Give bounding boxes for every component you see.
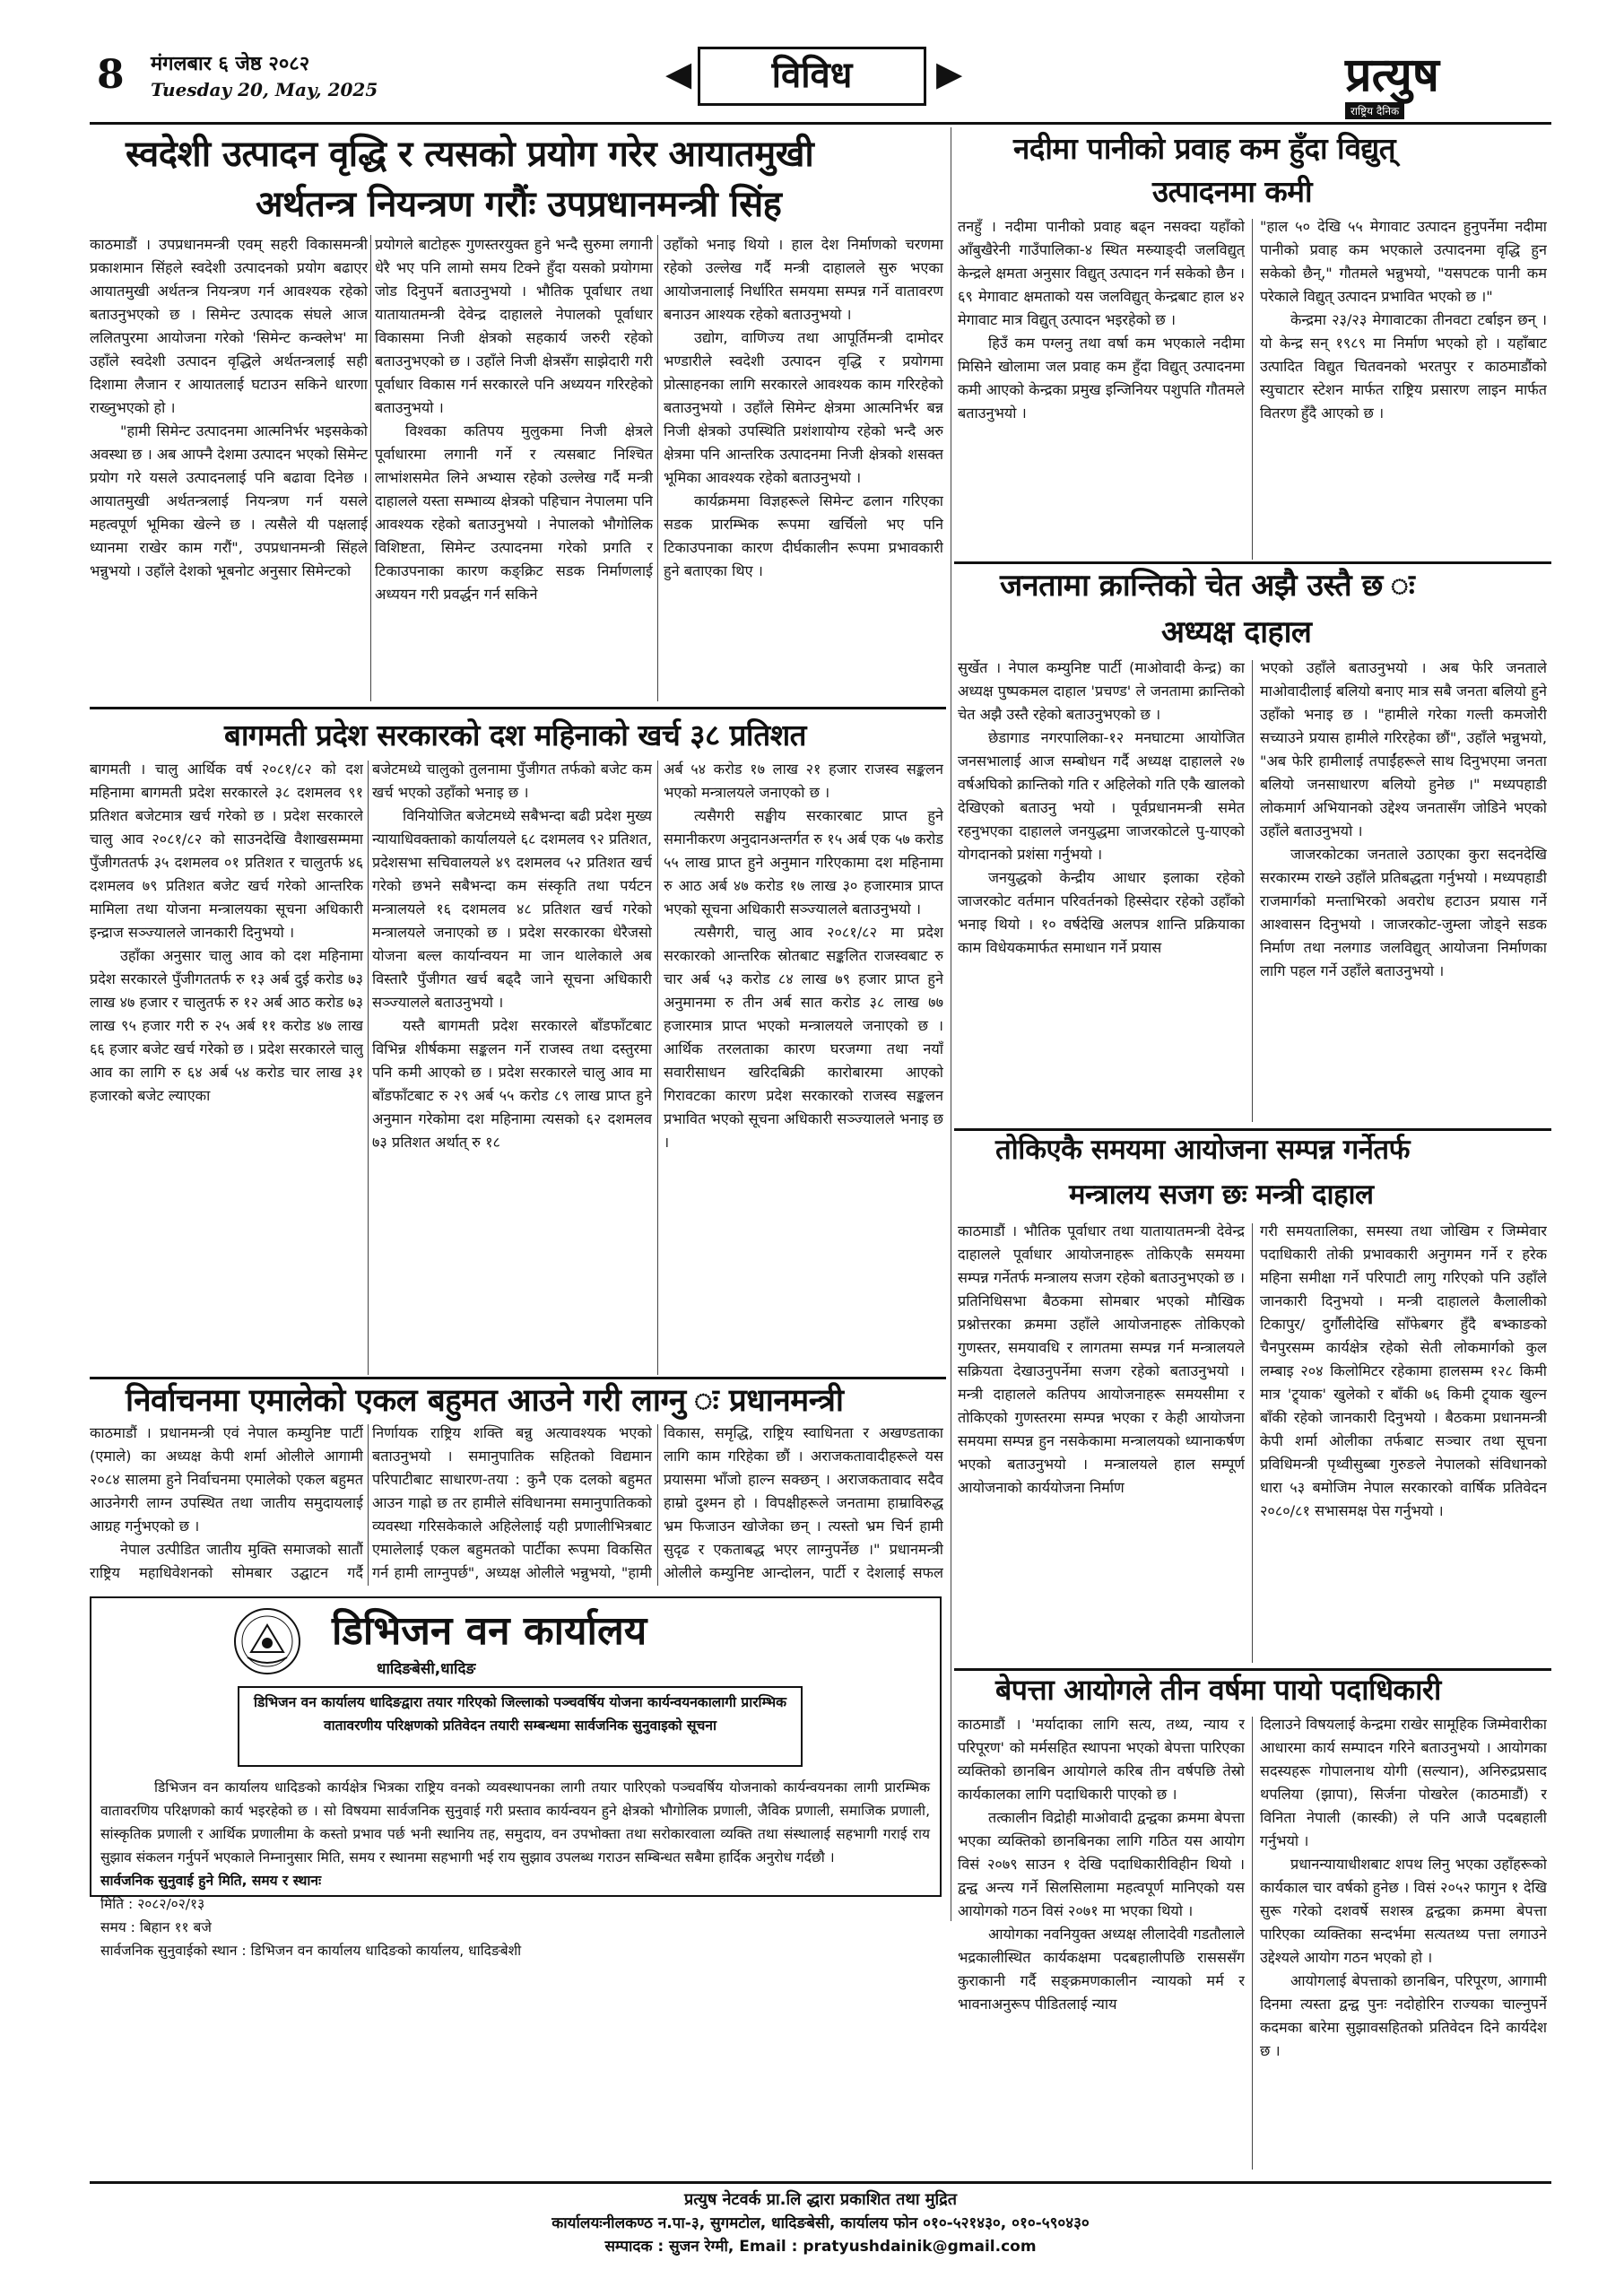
article-bepatta-col2: दिलाउने विषयलाई केन्द्रमा राखेर सामूहिक जिम्मेवारीका आधारमा कार्य सम्पादन गरिने बताउनुभयो । आयोगका सदस्यहरू गोपालनाथ योगी (सल्यान), अनिरुद्रप्रसाद थपलिया (झापा), सिर्जना पोखरेल (काठमाडौं) र विनिता नेपाली (कास्की) ले पनि आजै पदबहाली गर्नुभयो । प्रधानन्यायाधीशबाट शपथ लिनु भएका उहाँहरूको कार्यकाल चार वर्षको हुनेछ । विसं २०५२ फागुन १ देखि सुरू गरेको दशवर्षे सशस्त्र द्वन्द्वका क्रममा बेपत्ता पारिएका व्यक्तिका सन्दर्भमा सत्यतथ्य पत्ता लगाउने उद्देश्यले आयोग गठन भएको हो । आयोगलाई बेपत्ताको छानबिन, परिपूरण, आगामी दिनमा त्यस्ता द्वन्द्व पुनः नदोहोरिन राज्यका चाल्नुपर्ने कदमका बारेमा सुझावसहितको प्रतिवेदन दिने कार्यदेश छ ।: [1260, 1716, 1547, 2059]
article-janata-col2: भएको उहाँले बताउनुभयो । अब फेरि जनताले माओवादीलाई बलियो बनाए मात्र सबै जनता बलियो हुने उहाँको भनाइ छ । "हामीले गरेका गल्ती कमजोरी सच्याउने प्रयास हामीले गरिरहेका छौं", उहाँले भन्नुभयो, "अब फेरि हामीलाई तपाईंहरूले साथ दिनुभएमा जनता बलियो जनसाधारण बलियो हुनेछ ।" मध्यपहाडी लोकमार्ग अभियानको उद्देश्य जनतासँग जोडिने भएको उहाँले बताउनुभयो । जाजरकोटका जनताले उठाएका कुरा सदनदेखि सरकारम्म राख्ने उहाँले प्रतिबद्धता गर्नुभयो । मध्यपहाडी राजमार्गको मन्ताभिरको अवरोध हटाउन प्रयास गर्ने आश्वासन दिनुभयो । जाजरकोट-जुम्ला जोड्ने सडक निर्माण तथा नलगाड जलविद्युत् आयोजना निर्माणका लागि पहल गर्ने उहाँले बताउनुभयो ।: [1260, 659, 1547, 979]
article-nadi-col1: तनहुँ । नदीमा पानीको प्रवाह बढ्न नसक्दा यहाँको आँबुखैरेनी गाउँपालिका-४ स्थित मस्र्याङ्दी जलविद्युत् केन्द्रले क्षमता अनुसार विद्युत् उत्पादन गर्न सकेको छैन । ६९ मेगावाट क्षमताको यस जलविद्युत् केन्द्रबाट हाल ४२ मेगावाट मात्र विद्युत् उत्पादन भइरहेको छ । हिउँ कम पग्लनु तथा वर्षा कम भएकाले नदीमा मिसिने खोलामा जल प्रवाह कम हुँदा विद्युत् उत्पादनमा कमी आएको केन्द्रका प्रमुख इन्जिनियर पशुपति गौतमले बताउनुभयो ।: [958, 218, 1245, 422]
column-divider: [370, 235, 371, 701]
article-bagmati-col1: बागमती । चालु आर्थिक वर्ष २०८१/८२ को दश महिनामा बागमती प्रदेश सरकारले ३८ दशमलव ९१ प्रतिशत बजेटमात्र खर्च गरेको छ । प्रदेश सरकारले चालु आव २०८१/८२ को साउनदेखि वैशाखसम्ममा पुँजीगततर्फ ३५ दशमलव ०१ प्रतिशत र चालुतर्फ ४६ दशमलव ७९ प्रतिशत बजेट खर्च गरेको आन्तरिक मामिला तथा योजना मन्त्रालयका सूचना अधिकारी इन्द्राज सञ्ज्यालले जानकारी दिनुभयो । उहाँका अनुसार चालु आव को दश महिनामा प्रदेश सरकारले पुँजीगततर्फ रु १३ अर्ब दुई करोड ७३ लाख ४७ हजार र चालुतर्फ रु १२ अर्ब आठ करोड ७३ लाख ९५ हजार गरी रु २५ अर्ब ११ करोड ४७ लाख ६६ हजार बजेट खर्च गरेको छ । प्रदेश सरकारले चालु आव का लागि रु ६४ अर्ब ५४ करोड चार लाख ३१ हजारको बजेट ल्याएका: [90, 761, 363, 1104]
footer-rule: [90, 2181, 1551, 2184]
headline-nadi-1: नदीमा पानीको प्रवाह कम हुँदा विद्युत्: [1013, 131, 1396, 166]
headline-nadi-2: उत्पादनमा कमी: [1152, 174, 1313, 209]
right-arrow-icon: ▶: [936, 54, 963, 93]
article-nirvachan-col2: निर्णायक राष्ट्रिय शक्ति बन्नु अत्यावश्यक भएको बताउनुभयो । समानुपातिक सहितको विद्यमान परिपाटीबाट साधारण-तया : कुनै एक दलको बहुमत आउन गाह्रो छ तर हामीले संविधानमा समानुपातिकको व्यवस्था गरिसकेकाले अहिलेलाई यही प्रणालीभित्रबाट एमालेलाई एकल बहुमतको पार्टीका रूपमा विकसित गर्न हामी लाग्नुपर्छ", अध्यक्ष ओलीले भन्नुभयो, "हामी: [372, 1424, 652, 1581]
column-divider: [657, 235, 658, 701]
headline-upapradhan-1: स्वदेशी उत्पादन वृद्धि र त्यसको प्रयोग गरेर आयातमुखी: [126, 134, 814, 175]
article-bepatta-col1: काठमाडौं । 'मर्यादाका लागि सत्य, तथ्य, न्याय र परिपूरण' को मर्मसहित स्थापना भएको बेपत्ता पारिएका व्यक्तिको छानबिन आयोगले करिब तीन वर्षपछि तेस्रो कार्यकालका लागि पदाधिकारी पाएको छ । तत्कालीन विद्रोही माओवादी द्वन्द्वका क्रममा बेपत्ता भएका व्यक्तिको छानबिनका लागि गठित यस आयोग विसं २०७९ साउन १ देखि पदाधिकारीविहीन थियो । द्वन्द्व अन्त्य गर्ने सिलसिलामा महत्वपूर्ण मानिएको यस आयोगको गठन विसं २०७१ मा भएका थियो । आयोगका नवनियुक्त अध्यक्ष लीलादेवी गडतौलाले भद्रकालीस्थित कार्यकक्षमा पदबहालीपछि रासससँग कुराकानी गर्दै सङ्क्रमणकालीन न्यायको मर्म र भावनाअनुरूप पीडितलाई न्याय: [958, 1716, 1245, 2013]
column-divider: [1252, 219, 1253, 560]
date-english: Tuesday 20, May, 2025: [151, 79, 378, 100]
notice-body: [100, 1776, 930, 1962]
notice-subtitle: धादिङबेसी,धादिङ: [377, 1660, 476, 1678]
column-divider: [1252, 1717, 1253, 2170]
article-nirvachan-col3: विकास, समृद्धि, राष्ट्रिय स्वाधिनता र अखण्डताका लागि काम गरिहेका छौं । अराजकतावादीहरूले यस प्रयासमा भाँजो हाल्न सक्छन् । अराजकतावाद सदैव हाम्रो दुश्मन हो । विपक्षीहरूले जनतामा हाम्राविरुद्ध भ्रम फिजाउन खोजेका छन् । त्यस्तो भ्रम चिर्न हामी सुदृढ र एकताबद्ध भएर लाग्नुपर्नेछ ।" प्रधानमन्त्री ओलीले कम्युनिष्ट आन्दोलन, पार्टी र देशलाई सफल: [664, 1424, 943, 1581]
headline-tokieko-1: तोकिएकै समयमा आयोजना सम्पन्न गर्नेतर्फ: [995, 1134, 1410, 1166]
article-nirvachan-col1: काठमाडौं । प्रधानमन्त्री एवं नेपाल कम्युनिष्ट पार्टी (एमाले) का अध्यक्ष केपी शर्मा ओलीले आगामी २०८४ सालमा हुने निर्वाचनमा एमालेको एकल बहुमत आउनेगरी लाग्न उपस्थित तथा जातीय समुदायलाई आग्रह गर्नुभएको छ । नेपाल उत्पीडित जातीय मुक्ति समाजको सातौं राष्ट्रिय महाधिवेशनको सोमबार उद्घाटन गर्दै: [90, 1424, 363, 1581]
headline-tokieko-2: मन्त्रालय सजग छः मन्त्री दाहाल: [1069, 1178, 1374, 1211]
headline-upapradhan-2: अर्थतन्त्र नियन्त्रण गरौंः उपप्रधानमन्त्री सिंह: [256, 184, 782, 225]
column-divider: [1252, 1223, 1253, 1663]
notice-box-text: डिभिजन वन कार्यालय धादिङद्वारा तयार गरिएको जिल्लाको पञ्चवर्षिय योजना कार्यन्वयनकालागी प्रारम्भिक वातावरणीय परिक्षणको प्रतिवेदन तयारी सम्बन्धमा सार्वजनिक सुनुवाइको सूचना: [253, 1694, 787, 1734]
page-number: 8: [97, 52, 125, 98]
notice-time: समय : बिहान ११ बजे: [100, 1919, 212, 1935]
headline-nirvachan: निर्वाचनमा एमालेको एकल बहुमत आउने गरी लाग्नु ः प्रधानमन्त्री: [126, 1383, 844, 1419]
article-bagmati-col3: अर्ब ५४ करोड १७ लाख २१ हजार राजस्व सङ्कलन भएको मन्त्रालयले जनाएको छ । त्यसैगरी सङ्घीय सरकारबाट प्राप्त हुने समानीकरण अनुदानअन्तर्गत रु १५ अर्ब एक ५७ करोड ५५ लाख प्राप्त हुने अनुमान गरिएकामा दश महिनामा रु आठ अर्ब ४७ करोड १७ लाख ३० हजारमात्र प्राप्त भएको सूचना अधिकारी सञ्ज्यालले बताउनुभयो । त्यसैगरी, चालु आव २०८१/८२ मा प्रदेश सरकारको आन्तरिक स्रोतबाट सङ्कलित राजस्वबाट रु चार अर्ब ५३ करोड ८४ लाख ७९ हजार प्राप्त हुने अनुमानमा रु तीन अर्ब सात करोड ३८ लाख ७७ हजारमात्र प्राप्त भएको मन्त्रालयले जनाएको छ । आर्थिक तरलताका कारण घरजग्गा तथा नयाँ सवारीसाधन खरिदबिक्री कारोबारमा आएको गिरावटका कारण प्रदेश सरकारको राजस्व सङ्कलन प्रभावित भएको सूचना अधिकारी सञ्ज्यालले भनाइ छ ।: [664, 761, 943, 1151]
article-janata-col1: सुर्खेत । नेपाल कम्युनिष्ट पार्टी (माओवादी केन्द्र) का अध्यक्ष पुष्पकमल दाहाल 'प्रचण्ड' ले जनतामा क्रान्तिको चेत अझै उस्तै रहेको बताउनुभएको छ । छेडागाड नगरपालिका-१२ मनघाटमा आयोजित जनसभालाई आज सम्बोधन गर्दै अध्यक्ष दाहालले २७ वर्षअघिको क्रान्तिको गति र अहिलेको गति एकै खालको देखिएको बताउनु भयो । पूर्वप्रधानमन्त्री समेत रहनुभएका दाहालले जनयुद्धमा जाजरकोटले पु-याएको योगदानको प्रशंसा गर्नुभयो । जनयुद्धको केन्द्रीय आधार इलाका रहेको जाजरकोट वर्तमान परिवर्तनको हिस्सेदार रहेको उहाँको भनाइ थियो । १० वर्षदेखि अलपत्र शान्ति प्रक्रियाका काम विधेयकमार्फत समाधान गर्ने प्रयास: [958, 659, 1245, 956]
header-rule: [90, 122, 1551, 125]
column-divider: [1252, 660, 1253, 1122]
column-divider: [368, 1424, 369, 1586]
headline-janata-1: जनतामा क्रान्तिको चेत अझै उस्तै छ ः: [1000, 568, 1415, 604]
headline-bagmati: बागमती प्रदेश सरकारको दश महिनाको खर्च ३८ प्रतिशत: [224, 718, 806, 752]
footer-address: कार्यालयःनीलकण्ठ न.पा-३, सुगमटोल, धादिङबेसी, कार्यालय फोन ०१०-५२१४३०, ०१०-५९०४३०: [551, 2214, 1090, 2232]
notice-venue: सार्वजनिक सुनुवाईको स्थान : डिभिजन वन कार्यालय धादिङको कार्यालय, धादिङबेशी: [100, 1943, 522, 1959]
column-divider: [368, 761, 369, 1375]
article-rule: [90, 707, 946, 709]
column-divider: [657, 1424, 658, 1586]
left-arrow-icon: ◀: [665, 54, 692, 93]
column-divider: [657, 761, 658, 1375]
notice-title: डिभिजन वन कार्यालय: [332, 1608, 647, 1654]
headline-bepatta: बेपत्ता आयोगले तीन वर्षमा पायो पदाधिकारी: [995, 1673, 1441, 1707]
article-nadi-col2: "हाल ५० देखि ५५ मेगावाट उत्पादन हुनुपर्नेमा नदीमा पानीको प्रवाह कम भएकाले उत्पादनमा वृद्धि हुन सकेको छैन्," गौतमले भन्नुभयो, "यसपटक पानी कम परेकाले विद्युत् उत्पादन प्रभावित भएको छ ।" केन्द्रमा २३/२३ मेगावाटका तीनवटा टर्बाइन छन् । यो केन्द्र सन् १९८९ मा निर्माण भएको हो । यहाँबाट उत्पादित विद्युत चितवनको भरतपुर र काठमाडौंको स्युचाटार स्टेशन मार्फत राष्ट्रिय प्रसारण लाइन मार्फत वितरण हुँदै आएको छ ।: [1260, 218, 1547, 422]
notice-schedule-heading: सार्वजनिक सुनुवाई हुने मिति, समय र स्थानः: [100, 1873, 322, 1889]
article-upapradhan-col2: प्रयोगले बाटोहरू गुणस्तरयुक्त हुने भन्दै सुरुमा लगानी धेरै भए पनि लामो समय टिक्ने हुँदा यसको प्रयोगमा जोड दिनुपर्ने बताउनुभयो । भौतिक पूर्वाधार तथा यातायातमन्त्री देवेन्द्र दाहालले नेपालको पूर्वाधार विकासमा निजी क्षेत्रको सहकार्य जरुरी रहेको बताउनुभएको छ । उहाँले निजी क्षेत्रसँग साझेदारी गरी पूर्वाधार विकास गर्न सरकारले पनि अध्ययन गरिरहेको बताउनुभयो । विश्वका कतिपय मुलुकमा निजी क्षेत्रले पूर्वाधारमा लगानी गर्ने र त्यसबाट निश्चित लाभांशसमेत लिने अभ्यास रहेको उल्लेख गर्दै मन्त्री दाहालले यस्ता सम्भाव्य क्षेत्रको पहिचान नेपालमा पनि आवश्यक रहेको बताउनुभयो । नेपालको भौगोलिक विशिष्टता, सिमेन्ट उत्पादनमा गरेको प्रगति र टिकाउपनाका कारण कङ्क्रिट सडक निर्माणलाई अध्ययन गरी प्रवर्द्धन गर्न सकिने: [375, 236, 653, 603]
article-upapradhan-col1: काठमाडौं । उपप्रधानमन्त्री एवम् सहरी विकासमन्त्री प्रकाशमान सिंहले स्वदेशी उत्पादनको प्रयोग बढाएर आयातमुखी अर्थतन्त्र नियन्त्रण गर्न आवश्यक रहेको बताउनुभएको छ । सिमेन्ट उत्पादक संघले आज ललितपुरमा आयोजना गरेको 'सिमेन्ट कन्क्लेभ' मा उहाँले स्वदेशी उत्पादन वृद्धिले अर्थतन्त्रलाई सही दिशामा लैजान र आयातलाई घटाउन सकिने धारणा राख्नुभएको हो । "हामी सिमेन्ट उत्पादनमा आत्मनिर्भर भइसकेको अवस्था छ । अब आफ्नै देशमा उत्पादन भएको सिमेन्ट प्रयोग गरे यसले उत्पादनलाई पनि बढावा दिनेछ । आयातमुखी अर्थतन्त्रलाई नियन्त्रण गर्न यसले महत्वपूर्ण भूमिका खेल्ने छ । त्यसैले यी पक्षलाई ध्यानमा राखेर काम गरौं", उपप्रधानमन्त्री सिंहले भन्नुभयो । उहाँले देशको भूबनोट अनुसार सिमेन्टको: [90, 236, 368, 579]
emblem-icon: [231, 1605, 303, 1677]
footer-editor: सम्पादक : सुजन रेग्मी, Email : pratyushdainik@gmail.com: [604, 2238, 1037, 2256]
article-bagmati-col2: बजेटमध्ये चालुको तुलनामा पुँजीगत तर्फको बजेट कम खर्च भएको उहाँको भनाइ छ । विनियोजित बजेटमध्ये सबैभन्दा बढी प्रदेश मुख्य न्यायाधिवक्ताको कार्यालयले ६८ दशमलव ९२ प्रतिशत, प्रदेशसभा सचिवालयले ४९ दशमलव ५२ प्रतिशत खर्च गरेको छभने सबैभन्दा कम संस्कृति तथा पर्यटन मन्त्रालयले १६ दशमलव ४८ प्रतिशत खर्च गरेको मन्त्रालयले जनाएको छ । प्रदेश सरकारका धेरैजसो योजना बल्ल कार्यान्वयन मा जान थालेकाले अब विस्तारै पुँजीगत खर्च बढ्दै जाने सूचना अधिकारी सञ्ज्यालले बताउनुभयो । यस्तै बागमती प्रदेश सरकारले बाँडफाँटबाट विभिन्न शीर्षकमा सङ्कलन गर्ने राजस्व तथा दस्तुरमा पनि कमी आएको छ । प्रदेश सरकारले चालु आव मा बाँडफाँटबाट रु २९ अर्ब ५५ करोड ८९ लाख प्राप्त हुने अनुमान गरेकोमा दश महिनामा त्यसको ६२ दशमलव ७३ प्रतिशत अर्थात् रु १८: [372, 761, 652, 1151]
notice-date: मिति : २०८२/०२/१३: [100, 1896, 205, 1912]
section-title: विविध: [771, 55, 853, 96]
article-tokieko-col2: गरी समयतालिका, समस्या तथा जोखिम र जिम्मेवार पदाधिकारी तोकी प्रभावकारी अनुगमन गर्ने र हरेक महिना समीक्षा गर्ने परिपाटी लागु गरिएको पनि उहाँले जानकारी दिनुभयो । मन्त्री दाहालले कैलालीको टिकापुर/ दुर्गौलीदेखि साँफेबगर हुँदै बभ्काङको चैनपुरसम्म कार्यक्षेत्र रहेको सेती लोकमार्गको कुल लम्बाइ २०४ किलोमिटर रहेकामा हालसम्म १२८ किमी मात्र 'ट्र्याक' खुलेको र बाँकी ७६ किमी ट्र्याक खुल्न बाँकी रहेको जानकारी दिनुभयो । बैठकमा प्रधानमन्त्री केपी शर्मा ओलीका तर्फबाट सञ्चार तथा सूचना प्रविधिमन्त्री पृथ्वीसुब्बा गुरुङले नेपालको संविधानको धारा ५३ बमोजिम नेपाल सरकारको वार्षिक प्रतिवेदन २०८०/८१ सभासमक्ष पेस गर्नुभयो ।: [1260, 1222, 1547, 1519]
article-upapradhan-col3: उहाँको भनाइ थियो । हाल देश निर्माणको चरणमा रहेको उल्लेख गर्दै मन्त्री दाहालले सुरु भएका आयोजनालाई निर्धारित समयमा सम्पन्न गर्ने वातावरण बनाउन आश्यक रहेको बताउनुभयो । उद्योग, वाणिज्य तथा आपूर्तिमन्त्री दामोदर भण्डारीले स्वदेशी उत्पादन वृद्धि र प्रयोगमा प्रोत्साहनका लागि सरकारले आवश्यक काम गरिरहेको बताउनुभयो । उहाँले सिमेन्ट क्षेत्रमा आत्मनिर्भर बन्न निजी क्षेत्रको उपस्थिति प्रशंशायोग्य रहेको भन्दै अरु क्षेत्रमा पनि आन्तरिक उत्पादनमा निजी क्षेत्रको शसक्त भूमिका आवश्यक रहेको बताउनुभयो । कार्यक्रममा विज्ञहरूले सिमेन्ट ढलान गरिएका सडक प्रारम्भिक रूपमा खर्चिलो भए पनि टिकाउपनाका कारण दीर्घकालीन रूपमा प्रभावकारी हुने बताएका थिए ।: [664, 236, 943, 579]
article-tokieko-col1: काठमाडौं । भौतिक पूर्वाधार तथा यातायातमन्त्री देवेन्द्र दाहालले पूर्वाधार आयोजनाहरू तोकिएकै समयमा सम्पन्न गर्नेतर्फ मन्त्रालय सजग रहेको बताउनुभएको छ । प्रतिनिधिसभा बैठकमा सोमबार भएको मौखिक प्रश्नोत्तरका क्रममा उहाँले आयोजनाहरू तोकिएको गुणस्तर, समयावधि र लागतमा सम्पन्न गर्न मन्त्रालयले सक्रियता देखाउनुपर्नेमा सजग रहेको बताउनुभयो । मन्त्री दाहालले कतिपय आयोजनाहरू समयसीमा र तोकिएको गुणस्तरमा सम्पन्न भएका र केही आयोजना समयमा सम्पन्न हुन नसकेकामा मन्त्रालयको ध्यानाकर्षण भएको बताउनुभयो । मन्त्रालयले हाल सम्पूर्ण आयोजनाको कार्ययोजना निर्माण: [958, 1222, 1245, 1496]
footer: [90, 2188, 1551, 2258]
date-nepali: मंगलबार ६ जेष्ठ २०८२: [151, 53, 310, 75]
headline-janata-2: अध्यक्ष दाहाल: [1161, 614, 1312, 650]
notice-paragraph: डिभिजन वन कार्यालय धादिङको कार्यक्षेत्र भित्रका राष्ट्रिय वनको व्यवस्थापनका लागी तयार पारिएको पञ्चवर्षिय योजनाको कार्यन्वयनका लागी प्रारम्भिक वातावरणिय परिक्षणको कार्य भइरहेको छ । सो विषयमा सार्वजनिक सुनुवाई गरी प्रस्ताव कार्यन्वयन हुने क्षेत्रको भौगोलिक प्रणाली, जैविक प्रणाली, समाजिक प्रणाली, सांस्कृतिक प्रणाली र आर्थिक प्रणालीमा के कस्तो प्रभाव पर्छ भनी स्थानिय तह, समुदाय, वन उपभोक्ता तथा सरोकारवाला व्यक्ति तथा संस्थालाई सहभागी गराई राय सुझाव संकलन गर्नुपर्ने भएकाले निम्नानुसार मिति, समय र स्थानमा सहभागी भई राय सुझाव उपलब्ध गराउन सम्बिन्धत सबैमा हार्दिक अनुरोध गर्दछौ ।: [100, 1779, 930, 1866]
masthead-tagline: राष्ट्रिय दैनिक: [1345, 102, 1404, 119]
masthead-logo: प्रत्युष: [1345, 48, 1439, 102]
footer-publisher: प्रत्युष नेटवर्क प्रा.लि द्धारा प्रकाशित तथा मुद्रित: [683, 2190, 958, 2209]
